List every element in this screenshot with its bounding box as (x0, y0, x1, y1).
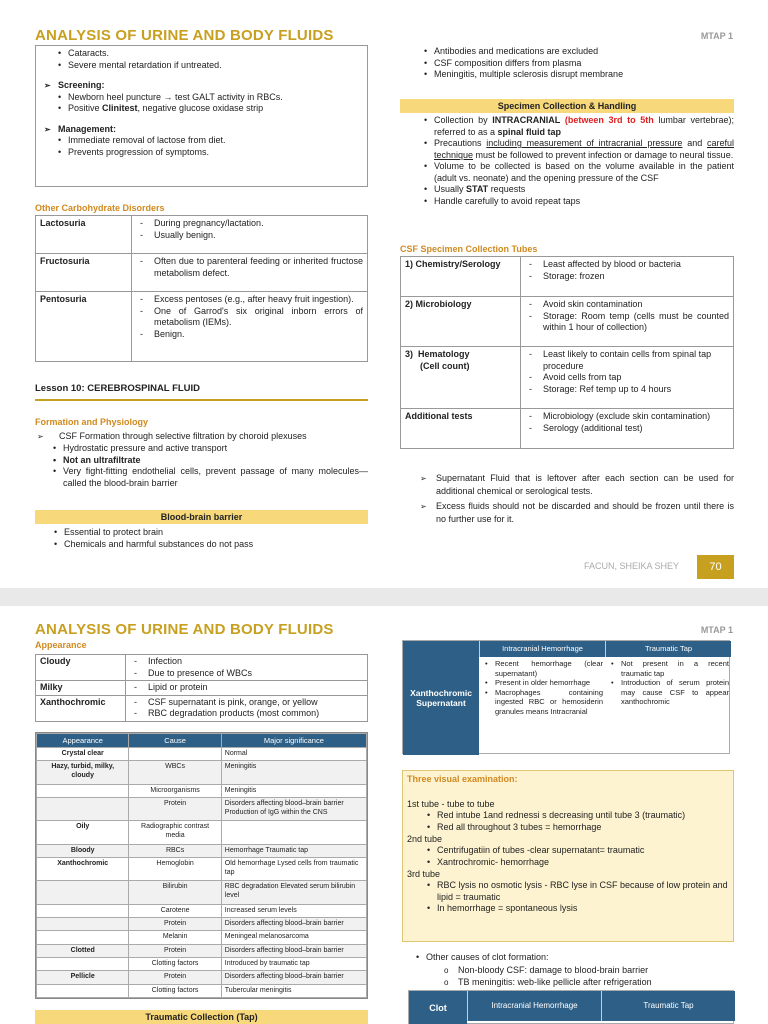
table-cell: - Infection - Due to presence of WBCs (126, 655, 368, 681)
table-cell (37, 881, 129, 904)
table-cell: 2) Microbiology (401, 297, 521, 347)
table-cell: Lactosuria (36, 216, 132, 254)
table-cell: Disorders affecting blood–brain barrier (221, 971, 366, 984)
table-cell: Melanin (129, 931, 221, 944)
list-item: • Immediate removal of lactose from diet. (54, 135, 361, 147)
table-cell: Introduced by traumatic tap (221, 957, 366, 970)
lesson-title: Lesson 10: CEREBROSPINAL FLUID (35, 383, 368, 401)
table-cell: Normal (221, 748, 366, 761)
table-cell: Hazy, turbid, milky, cloudy (37, 761, 129, 784)
list-item: • Present in older hemorrhage (481, 678, 603, 688)
table-cell (37, 797, 129, 820)
table-cell: Protein (129, 944, 221, 957)
table-cell: Protein (129, 797, 221, 820)
list-item: • Recent hemorrhage (clear supernatant) (481, 659, 603, 678)
table-row (37, 971, 367, 984)
list-item: • Newborn heel puncture → test GALT activity in RBCs. (54, 92, 361, 104)
table-cell (37, 931, 129, 944)
list-item: • In hemorrhage = spontaneous lysis (423, 903, 729, 915)
table-cell: - Avoid skin contamination - Storage: Room temp (cells must be counted within 1 hour of collection) (521, 297, 734, 347)
row-label: Clot (409, 991, 467, 1024)
page-number: 70 (697, 555, 734, 579)
table-cell: Clotting factors (129, 984, 221, 997)
footer-author: FACUN, SHEIKA SHEY (584, 561, 680, 571)
table-cell (37, 957, 129, 970)
column-header: Intracranial Hemorrhage (467, 991, 601, 1021)
table-cell: Hemorrhage Traumatic tap (221, 844, 366, 857)
table-cell (37, 984, 129, 997)
table-cell: Tubercular meningitis (221, 984, 366, 997)
section-heading: CSF Specimen Collection Tubes (400, 244, 538, 254)
list-item: • Antibodies and medications are excluded (420, 46, 734, 58)
notes (418, 472, 734, 526)
table-cell: 1) Chemistry/Serology (401, 257, 521, 297)
list-item: o TB meningitis: web-like pellicle after refrigeration (444, 976, 652, 987)
table-cell: Crystal clear (37, 748, 129, 761)
page-title: ANALYSIS OF URINE AND BODY FLUIDS (35, 27, 334, 44)
galt-box (35, 45, 368, 187)
table-cell: WBCs (129, 761, 221, 784)
list-item: • Prevents progression of symptoms. (54, 147, 361, 159)
table-cell: Meningitis (221, 784, 366, 797)
table-cell: Pentosuria (36, 292, 132, 362)
table-row (37, 957, 367, 970)
arrow-item: ➢ Supernatant Fluid that is leftover after each section can be used for additional chemical or serological tests. (418, 472, 734, 498)
row-label: Xanthochromic Supernatant (403, 641, 479, 755)
column-header: Intracranial Hemorrhage (479, 641, 605, 657)
table-cell (37, 784, 129, 797)
list-item: • Usually STAT requests (420, 184, 734, 196)
table-row (37, 857, 367, 880)
table-cell: - Lipid or protein (126, 681, 368, 696)
clot-table (408, 990, 734, 1024)
table-row (37, 797, 367, 820)
table-cell: RBC degradation Elevated serum bilirubin level (221, 881, 366, 904)
table-cell: - Microbiology (exclude skin contamination) - Serology (additional test) (521, 409, 734, 449)
arrow-item: ➢ CSF Formation through selective filtration by choroid plexuses (35, 430, 368, 443)
table-row (37, 984, 367, 997)
table-cell: Clotting factors (129, 957, 221, 970)
table-cell: Hemoglobin (129, 857, 221, 880)
table-cell: Milky (36, 681, 126, 696)
table-row (37, 784, 367, 797)
table-cell: Protein (129, 917, 221, 930)
table-cell: - Least likely to contain cells from spinal tap procedure - Avoid cells from tap - Storage: Ref temp up to 4 hours (521, 347, 734, 409)
traumatic-banner: Traumatic Collection (Tap) (35, 1010, 368, 1024)
table-row (37, 881, 367, 904)
table-cell: Clotted (37, 944, 129, 957)
section-heading: Appearance (35, 640, 87, 650)
tube-label: 2nd tube (407, 834, 443, 844)
table-cell: 3) Hematology (Cell count) (401, 347, 521, 409)
table-cell: - Least affected by blood or bacteria - Storage: frozen (521, 257, 734, 297)
xanthochromic-table (402, 640, 730, 754)
table-cell: Xanthochromic (36, 695, 126, 721)
table-cell: - Often due to parenteral feeding or inherited fructose metabolism defect. (132, 254, 368, 292)
tube-label: 1st tube - tube to tube (407, 799, 495, 809)
management-label: ➢ Management: (44, 124, 361, 136)
table-row (37, 821, 367, 844)
table-cell: RBCs (129, 844, 221, 857)
specimen-list (420, 115, 734, 207)
list-item: • Red all throughout 3 tubes = hemorrhage (423, 822, 729, 834)
list-item: • CSF composition differs from plasma (420, 58, 734, 70)
list-item: • Very fight-fitting endothelial cells, prevent passage of many molecules—called the blood-brain barrier (49, 466, 368, 489)
table-cell: Disorders affecting blood–brain barrier Production of IgG within the CNS (221, 797, 366, 820)
table-cell: Disorders affecting blood–brain barrier (221, 917, 366, 930)
section-heading: Other Carbohydrate Disorders (35, 203, 165, 213)
tube-label: 3rd tube (407, 869, 441, 879)
page-gap (0, 588, 768, 606)
list-item: o Non-bloody CSF: damage to blood-brain barrier (444, 965, 649, 975)
list-item: • Introduction of serum protein may cause CSF to appear xanthochromic (607, 678, 729, 707)
column-header: Traumatic Tap (605, 641, 731, 657)
table-cell: Disorders affecting blood–brain barrier (221, 944, 366, 957)
list-item: • Red intube 1and rednessi s decreasing until tube 3 (traumatic) (423, 810, 729, 822)
list-item: • RBC lysis no osmotic lysis - RBC lyse in CSF because of low protein and lipid = traumatic (423, 880, 729, 903)
column-header: Major significance (221, 734, 366, 748)
list-item: • Meningitis, multiple sclerosis disrupt membrane (420, 69, 734, 81)
table-cell (37, 904, 129, 917)
table-cell: Protein (129, 971, 221, 984)
table-cell: - During pregnancy/lactation. - Usually benign. (132, 216, 368, 254)
table-cell: Increased serum levels (221, 904, 366, 917)
bbb-banner: Blood-brain barrier (35, 510, 368, 524)
list-item: • Chemicals and harmful substances do not pass (50, 539, 368, 551)
list-item: • Not present in a recent traumatic tap (607, 659, 729, 678)
table-cell: Xanthochromic (37, 857, 129, 880)
visual-exam-box (402, 770, 734, 942)
table-cell: Oily (37, 821, 129, 844)
table-cell: Meningeal melanosarcoma (221, 931, 366, 944)
list-item: • Cataracts. (54, 48, 361, 60)
table-cell: Radiographic contrast media (129, 821, 221, 844)
clot-sublist (444, 965, 734, 988)
table-cell: - CSF supernatant is pink, orange, or yellow - RBC degradation products (most common) (126, 695, 368, 721)
tubes-table (400, 256, 734, 449)
column-header: Traumatic Tap (601, 991, 735, 1021)
box-title: Three visual examination: (407, 774, 518, 784)
table-row (37, 761, 367, 784)
list-item: • Other causes of clot formation: (412, 952, 732, 964)
table-cell (221, 821, 366, 844)
table-cell: Microorganisms (129, 784, 221, 797)
arrow-item: ➢ Excess fluids should not be discarded and should be frozen until there is no further use for it. (418, 500, 734, 526)
table-cell: Bilirubin (129, 881, 221, 904)
list-item: • Precautions including measurement of intracranial pressure and careful technique must be followed to prevent infection or damage to neural tissue. (420, 138, 734, 161)
appearance-reference-table (35, 732, 368, 999)
carb-table (35, 215, 368, 362)
column-header: Cause (129, 734, 221, 748)
table-row (37, 904, 367, 917)
table-cell: Bloody (37, 844, 129, 857)
table-cell: Additional tests (401, 409, 521, 449)
list-item: • Macrophages containing ingested RBC or hemosiderin granules means Intracranial (481, 688, 603, 717)
list-item: • Volume to be collected is based on the volume available in the patient (adult vs. neonate) and the opening pressure of the CSF (420, 161, 734, 184)
table-row (37, 844, 367, 857)
list-item: • Centrifugatiin of tubes -clear supernatant= traumatic (423, 845, 729, 857)
formation-block (35, 430, 368, 489)
table-cell: Fructosuria (36, 254, 132, 292)
table-cell (129, 748, 221, 761)
table-row (37, 917, 367, 930)
table-cell: Carotene (129, 904, 221, 917)
list-item: • Collection by INTRACRANIAL (between 3rd to 5th lumbar vertebrae); referred to as a spinal fluid tap (420, 115, 734, 138)
list-item: • Not an ultrafiltrate (49, 455, 368, 467)
table-cell: Pellicle (37, 971, 129, 984)
appearance-table (35, 654, 368, 722)
table-row (37, 931, 367, 944)
table-row (37, 748, 367, 761)
page-title: ANALYSIS OF URINE AND BODY FLUIDS (35, 621, 334, 638)
page-tag: MTAP 1 (700, 31, 733, 41)
list-item: • Severe mental retardation if untreated. (54, 60, 361, 72)
list-item: • Handle carefully to avoid repeat taps (420, 196, 734, 208)
table-cell: - Excess pentoses (e.g., after heavy fruit ingestion). - One of Garrod's six original inborn errors of metabolism (IEMs). - Benign. (132, 292, 368, 362)
table-cell (37, 917, 129, 930)
table-cell: Meningitis (221, 761, 366, 784)
list-item: • Essential to protect brain (50, 527, 368, 539)
table-cell: Old hemorrhage Lysed cells from traumatic tap (221, 857, 366, 880)
list-item: • Xantrochromic- hemorrhage (423, 857, 729, 869)
page-tag: MTAP 1 (700, 625, 733, 635)
table-row (37, 944, 367, 957)
table-cell: Cloudy (36, 655, 126, 681)
list-item: • Hydrostatic pressure and active transport (49, 443, 368, 455)
screening-label: ➢ Screening: (44, 80, 361, 92)
specimen-banner: Specimen Collection & Handling (400, 99, 734, 113)
section-heading: Formation and Physiology (35, 417, 149, 427)
list-item: • Positive Clinitest, negative glucose oxidase strip (54, 103, 361, 115)
column-header: Appearance (37, 734, 129, 748)
